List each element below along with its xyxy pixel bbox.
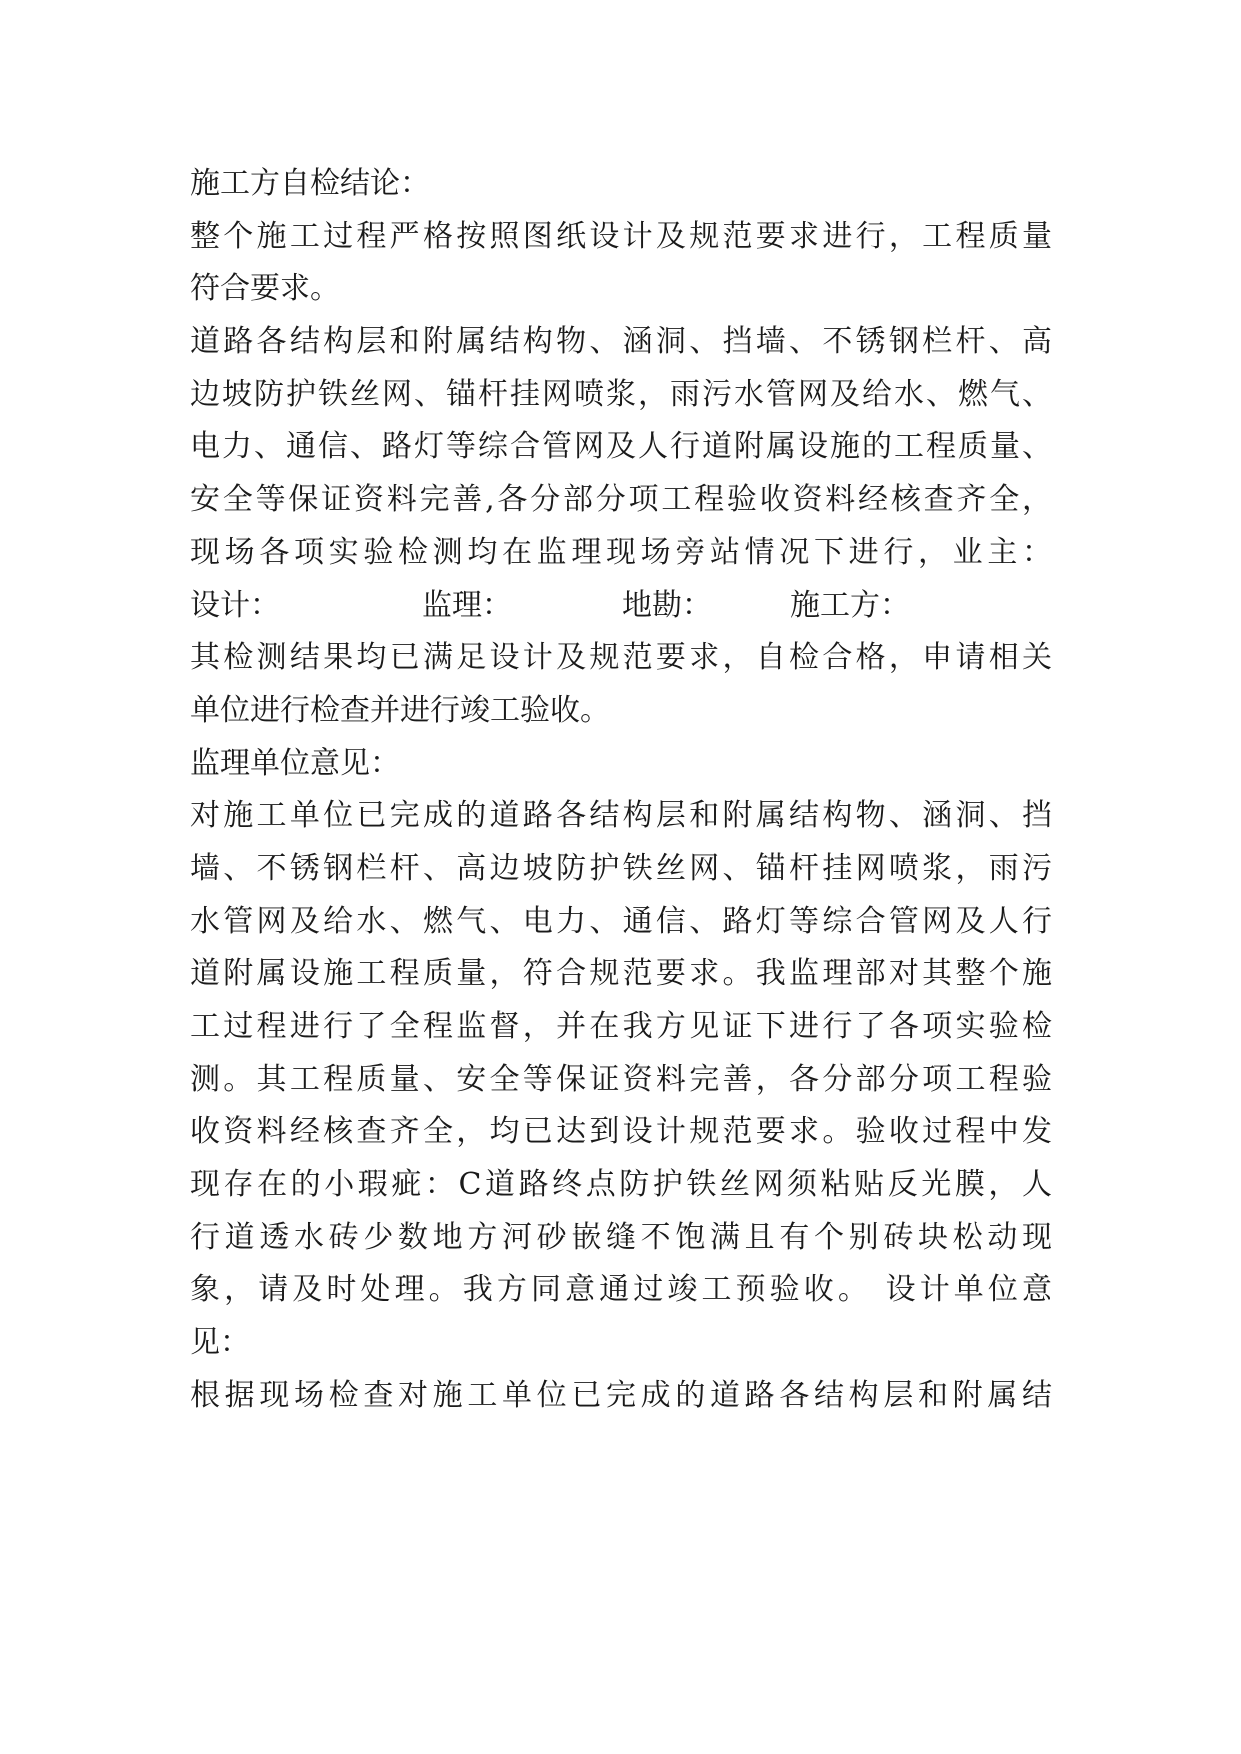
paragraph-line: 其检测结果均已满足设计及规范要求，自检合格，申请相关 [190, 640, 1052, 676]
paragraph-line: 现场各项实验检测均在监理现场旁站情况下进行，业主： [190, 534, 1052, 570]
section-heading-supervision: 监理单位意见： [190, 745, 400, 781]
paragraph-line: 见： [190, 1325, 250, 1361]
paragraph-line: 对施工单位已完成的道路各结构层和附属结构物、涵洞、挡 [190, 798, 1052, 834]
paragraph-line: 整个施工过程严格按照图纸设计及规范要求进行，工程质量 [190, 218, 1052, 254]
paragraph-line: 安全等保证资料完善,各分部分项工程验收资料经核查齐全， [190, 482, 1052, 518]
signature-row [190, 580, 1052, 633]
paragraph-line: 单位进行检查并进行竣工验收。 [190, 692, 610, 728]
signature-supervision-label: 监理： [422, 587, 512, 623]
document-page [190, 158, 1052, 1423]
paragraph-line: 电力、通信、路灯等综合管网及人行道附属设施的工程质量、 [190, 429, 1052, 465]
paragraph-line: 道附属设施工程质量，符合规范要求。我监理部对其整个施 [190, 956, 1052, 992]
paragraph-line: 行道透水砖少数地方河砂嵌缝不饱满且有个别砖块松动现 [190, 1219, 1052, 1255]
paragraph-line: 符合要求。 [190, 271, 340, 307]
signature-contractor-label: 施工方： [790, 587, 910, 623]
paragraph-line: 边坡防护铁丝网、锚杆挂网喷浆，雨污水管网及给水、燃气、 [190, 376, 1052, 412]
paragraph-line: 象，请及时处理。我方同意通过竣工预验收。 设计单位意 [190, 1272, 1052, 1308]
paragraph-line: 测。其工程质量、安全等保证资料完善，各分部分项工程验 [190, 1061, 1052, 1097]
paragraph-line: 道路各结构层和附属结构物、涵洞、挡墙、不锈钢栏杆、高 [190, 324, 1052, 360]
paragraph-line: 水管网及给水、燃气、电力、通信、路灯等综合管网及人行 [190, 903, 1052, 939]
paragraph-line: 根据现场检查对施工单位已完成的道路各结构层和附属结 [190, 1377, 1052, 1413]
paragraph-line: 收资料经核查齐全，均已达到设计规范要求。验收过程中发 [190, 1114, 1052, 1150]
paragraph-line: 墙、不锈钢栏杆、高边坡防护铁丝网、锚杆挂网喷浆，雨污 [190, 850, 1052, 886]
paragraph-line: 工过程进行了全程监督，并在我方见证下进行了各项实验检 [190, 1009, 1052, 1044]
section-heading-self-inspection: 施工方自检结论： [190, 166, 430, 201]
signature-survey-label: 地勘： [622, 587, 712, 623]
paragraph-line: 现存在的小瑕疵：C道路终点防护铁丝网须粘贴反光膜，人 [190, 1167, 1052, 1203]
signature-design-label: 设计： [190, 587, 280, 623]
